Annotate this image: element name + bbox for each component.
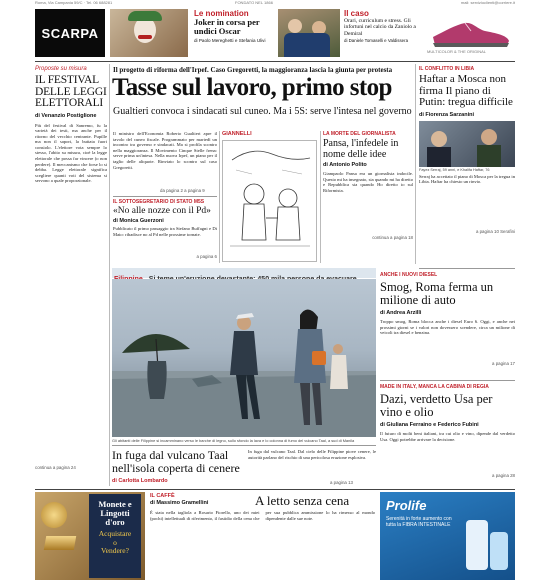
photo-banner <box>112 268 376 278</box>
topline-mid: FONDATO NEL 1866 <box>235 0 273 5</box>
caffe-title[interactable]: A letto senza cena <box>255 493 350 508</box>
libia-photo <box>419 121 515 167</box>
gold-ad[interactable] <box>35 492 145 580</box>
editorial-title: IL FESTIVAL DELLE LEGGI ELETTORALI <box>35 74 107 109</box>
dazi-page[interactable]: a pagina 28 <box>492 473 515 478</box>
caso-byline: di Daniele Tomaselli e Valdissera <box>344 38 409 44</box>
dazi-kicker: MADE IN ITALY, MANCA LA CABINA DI REGIA <box>380 384 489 390</box>
pansa-story <box>323 131 413 240</box>
caso-kicker: Il caso <box>344 9 369 18</box>
pansa-page[interactable]: continua a pagina 18 <box>372 235 413 240</box>
pansa-text: Giampaolo Pansa era un giornalista indocile. Questo mi ha insegnato, sia quando mi ha diretto e Repubblica sia quando Ho diretto io sul Riformista. <box>323 171 413 193</box>
gold-ad-l2: Lingotti <box>100 508 130 518</box>
gold-ad-l5: o <box>113 537 117 547</box>
libia-story <box>419 66 515 234</box>
retroscena-text: Pubblicato il primo passaggio tra Stefano Buffagni e Di Maio: ribadisce no al Pd nelle prossime tornate. <box>113 226 217 237</box>
pansa-byline: di Antonio Polito <box>323 162 367 168</box>
prolife-text: Serenità in forte aumento con tutta la FIBRA INTESTINALE <box>386 516 452 528</box>
caffe-byline: di Massimo Gramellini <box>150 500 209 506</box>
pansa-title[interactable]: Pansa, l'infedele in nome delle idee <box>323 138 399 160</box>
masthead-topline <box>35 0 515 6</box>
caffe-header <box>150 493 250 506</box>
libia-text: Serraj ha accettato il piano di Mosca per la tregua in Libia. Haftar ha chiesto un rinvio. <box>419 173 515 185</box>
retroscena-byline: di Monica Guerzoni <box>113 218 164 224</box>
editorial-kicker: Proposte su misura <box>35 66 87 72</box>
smog-story <box>380 272 515 366</box>
caso-title: Orari, curriculum e stress. Gli infortuni nel calcio da Zaniolo a Demiral <box>344 18 416 37</box>
smog-byline: di Andrea Arzilli <box>380 310 422 316</box>
lead-text: Il ministro dell'Economia Roberto Gualtieri apre il tavolo del cuneo fiscale. Programmato per martedì un incontro tra governo e sindacati. Ma si profila scontro nella maggioranza. Il Movimento Cinque Stelle frena: serve prima un'intesa. Nella nuova Irpef, un piano per il taglio delle aliquote. Rinviato lo scontro sul caso Gregoretti. <box>113 131 217 170</box>
libia-kicker: IL CONFLITTO IN LIBIA <box>419 66 475 72</box>
retroscena-title[interactable]: «No alle nozze con il Pd» <box>113 206 211 216</box>
taal-byline: di Carlotta Lombardo <box>112 478 168 484</box>
shoe-ad[interactable] <box>425 9 515 57</box>
volcano-photo <box>112 279 376 437</box>
scarpa-ad[interactable] <box>35 9 105 57</box>
prolife-box-icon <box>466 520 488 570</box>
dazi-text: Il futuro di molti beni italiani, tra cui olio e vino, dipende dal verdetto Usa. Oggi potrebbe arrivare la decisione. <box>380 431 515 442</box>
lead-continues[interactable]: da pagina 2 a pagina 9 <box>160 188 205 193</box>
lead-headline[interactable]: Tasse sul lavoro, primo stop <box>112 74 392 101</box>
gold-ad-l6: Vendere? <box>101 546 129 555</box>
retroscena-kicker: IL SOTTOSEGRETARIO DI STATO M5S <box>113 199 205 205</box>
gold-ad-l4: Acquistare <box>98 529 132 538</box>
nomination-teaser[interactable] <box>110 9 275 57</box>
editorial-text: Più del festival di Sanremo, fu la varietà dei testi, ma anche per il ritorno del vecchio centrante. Pupille ma non il sapori, la buttata fuori consiolo. L'elettore vota sempre lo stesso, l'abito su misura, cioè la legge elettorale che possa far vincere (o non perdere). Il meccanismo che forse lo si debba. Legge elettorale significa scegliere quanti voti del sistema si servono a quale proporzionale. <box>35 122 107 184</box>
prolife-ad[interactable] <box>380 492 515 580</box>
editorial-byline: di Venanzio Postiglione <box>35 112 97 119</box>
nomination-byline: di Paolo Mereghetti e Stefania Ulivi <box>194 38 266 43</box>
giannelli-cartoon <box>222 131 317 263</box>
lead-subhead: Gualtieri convoca i sindacati sul cuneo. Ma i 5S: serve l'intesa nel governo <box>113 106 412 117</box>
prolife-brand: Prolife <box>386 498 427 513</box>
libia-page[interactable]: a pagina 10 Serafini <box>475 228 515 234</box>
calcio-photo <box>278 9 340 57</box>
shoe-ad-tag: MULTICOLOR & THE ORIGINAL <box>427 49 486 54</box>
nomination-title: Joker in corsa per undici Oscar <box>194 17 260 36</box>
taal-title[interactable]: In fuga dal vulcano Taal nell'isola coperta di cenere <box>112 448 240 475</box>
pansa-kicker: LA MORTE DEL GIORNALISTA <box>323 131 396 137</box>
taal-text: In fuga dal vulcano Taal. Dal cielo delle Filippine piove cenere, le autorità parlano del rischio di una pericolosa eruzione esplosiva. <box>248 449 376 460</box>
smog-text: Troppo smog, Roma blocca anche i diesel Euro 6. Oggi, e anche nei prossimi giorni se i valori non dovessero scendere, circa un milione di veicoli tra diesel e benzina. <box>380 319 515 336</box>
libia-byline: di Fiorenza Sarzanini <box>419 111 475 118</box>
prolife-box2-icon <box>490 532 508 570</box>
nomination-kicker: Le nomination <box>194 9 249 18</box>
smog-page[interactable]: a pagina 17 <box>492 361 515 366</box>
caso-teaser[interactable] <box>278 9 421 57</box>
taal-page[interactable]: a pagina 13 <box>330 480 353 485</box>
photo-caption: Gli abitanti delle Filippine si incamminano verso le barche di legno, sullo sfondo la lava e lo colonna di fumo del vulcano Taal, a sud di Manila <box>112 438 355 443</box>
scarpa-ad-logo: SCARPA <box>41 25 99 41</box>
dazi-title[interactable]: Dazi, verdetto Usa per vino e olio <box>380 392 493 419</box>
smog-title[interactable]: Smog, Roma ferma un milione di auto <box>380 280 494 307</box>
topline-left: Roma, Via Campania 59/C · Tel. 06 688281 <box>35 0 113 5</box>
dazi-byline: di Giuliana Ferraino e Federico Fubini <box>380 422 479 428</box>
topline-right: mail: servizioclienti@corriere.it <box>460 0 515 5</box>
gold-ad-l1: Monete e <box>98 499 132 509</box>
joker-photo <box>110 9 188 57</box>
libia-title[interactable]: Haftar a Mosca non firma Il piano di Putin: tregua difficile <box>419 73 513 108</box>
dazi-story <box>380 384 515 478</box>
retroscena-page[interactable]: a pagina 6 <box>196 254 217 259</box>
caffe-text: È stata nella tagliola a Rosario Fiorello, uno dei miei (pochi) intellettuali di riferimento, il fastidio della cena che per sua pubblica ammissione lo ha rimesso al mondo dipendente dalle sue note. <box>150 510 375 521</box>
smog-kicker: ANCHE I NUOVI DIESEL <box>380 272 438 278</box>
editorial-continues[interactable]: continua a pagina 24 <box>35 464 76 470</box>
giannelli-label: GIANNELLI <box>222 131 252 137</box>
retroscena-box <box>113 199 217 259</box>
cartoon-drawing <box>222 140 317 262</box>
caffe-kicker: IL CAFFÈ <box>150 493 175 499</box>
libia-caption: Fayez Serraj, 59 anni, e Khalifa Haftar, 76 <box>419 167 490 172</box>
editorial-column <box>35 66 107 470</box>
gold-ad-l3: d'oro <box>105 517 125 527</box>
lead-strap: Il progetto di riforma dell'Irpef. Caso Gregoretti, la maggioranza lascia la giunta per protesta <box>113 66 393 74</box>
